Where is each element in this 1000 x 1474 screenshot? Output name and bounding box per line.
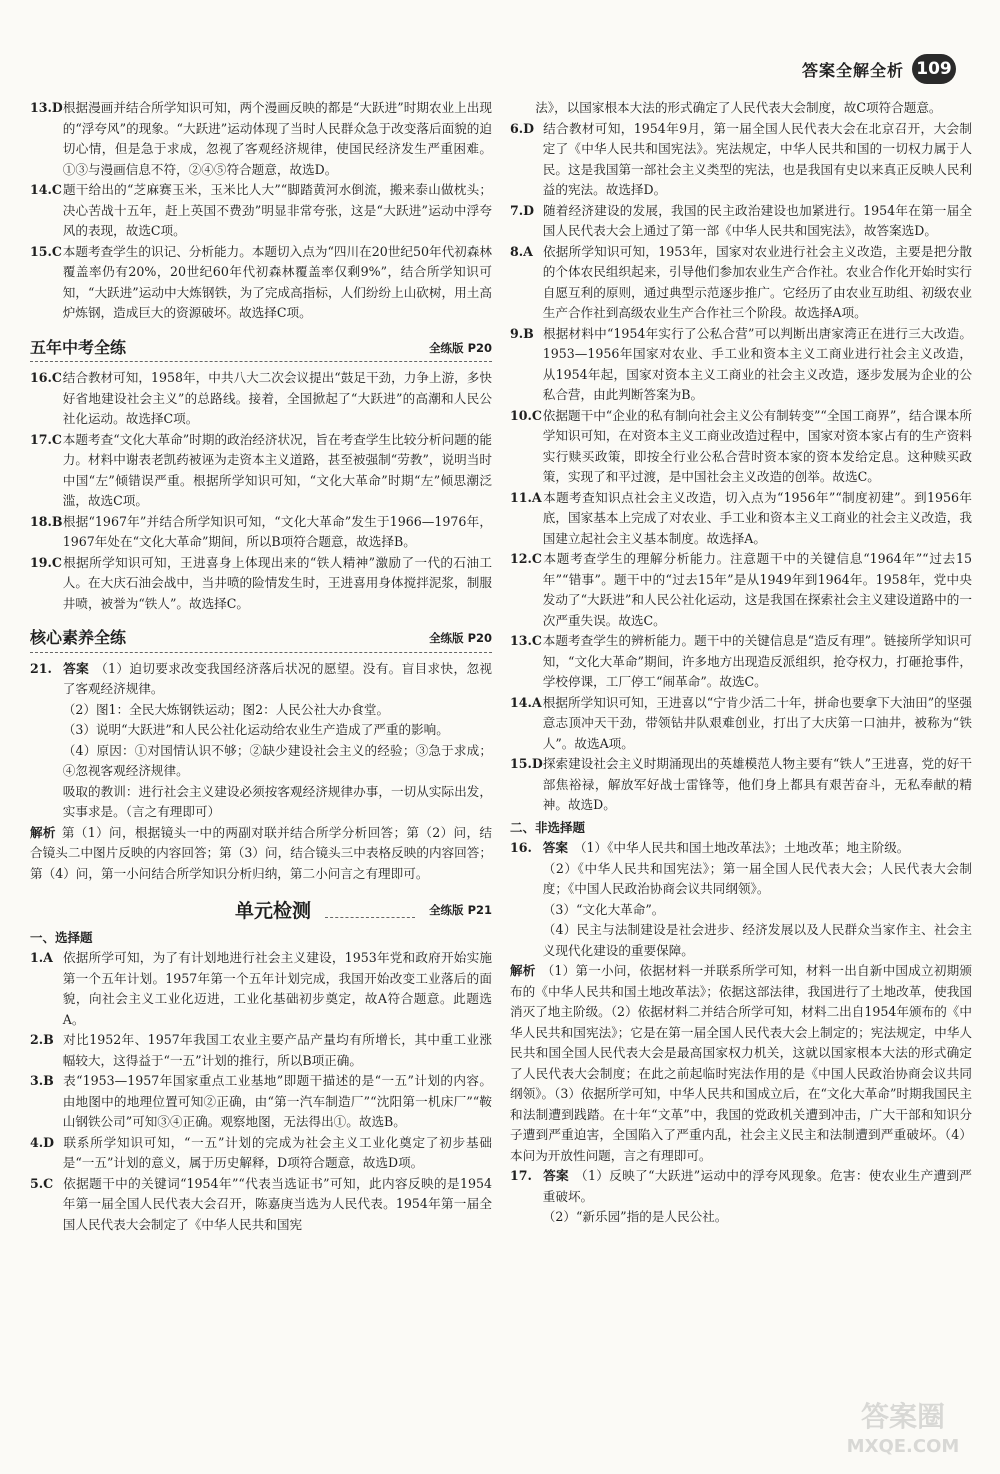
answer-number: 7.D bbox=[510, 202, 535, 218]
answer-explanation: 根据所学知识可知，王进喜身上体现出来的“铁人精神”激励了一代的石油工人。在大庆石油会战中，当井喷的险情发生时，王进喜用身体搅拌泥浆，制服井喷，被誉为“铁人”。故选择C。 bbox=[62, 554, 492, 611]
answer-item bbox=[510, 406, 972, 488]
answer-item bbox=[510, 488, 972, 550]
answer-label: 答案 bbox=[542, 1168, 569, 1183]
answer-number: 14.A bbox=[510, 694, 542, 710]
analysis-line bbox=[30, 823, 492, 885]
right-column bbox=[510, 98, 972, 1228]
answer-item bbox=[30, 98, 492, 180]
watermark-title: 答案圈 bbox=[860, 1400, 946, 1433]
answer-text: （4）民主与法制建设是社会进步、经济发展以及人民群众当家作主、社会主义现代化建设的重要保障。 bbox=[542, 922, 972, 958]
answer-number: 5.C bbox=[30, 1175, 54, 1191]
section-title: 核心素养全练 bbox=[30, 628, 127, 647]
answer-explanation: 依据所学可知，为了有计划地进行社会主义建设，1953年党和政府开始实施第一个五年计划。1957年第一个五年计划完成，我国开始改变工业落后的面貌，向社会主义工业化迈进，工业化基础初步奠定，故A符合题意。此题选A。 bbox=[62, 950, 492, 1027]
answer-item bbox=[510, 549, 972, 631]
answer-number: 1.A bbox=[30, 950, 53, 965]
answer-number: 15.D bbox=[510, 756, 543, 771]
subsection-heading: 二、非选择题 bbox=[510, 819, 586, 835]
left-column bbox=[30, 98, 492, 1235]
answer-explanation: 探索建设社会主义时期涌现出的英雄模范人物主要有“铁人”王进喜，党的好干部焦裕禄，解放军好战士雷锋等，他们身上都具有艰苦奋斗，无私奉献的精神。故选D。 bbox=[542, 756, 972, 812]
answer-text: （4）原因：①对国情认识不够；②缺少建设社会主义的经验；③急于求成；④忽视客观经济规律。 bbox=[62, 742, 492, 778]
unit-title: 单元检测 bbox=[235, 900, 312, 922]
answer-line bbox=[510, 1166, 972, 1207]
answer-block-16 bbox=[510, 838, 972, 1166]
answer-explanation: 随着经济建设的发展，我国的民主政治建设也加紧进行。1954年在第一届全国人民代表大会上通过了第一部《中华人民共和国宪法》，故答案选D。 bbox=[542, 202, 972, 238]
section-title: 五年中考全练 bbox=[30, 337, 127, 357]
answer-number: 8.A bbox=[510, 243, 533, 259]
answer-text: 吸取的教训：进行社会主义建设必须按客观经济规律办事，一切从实际出发，实事求是。（言之有理即可） bbox=[62, 783, 492, 819]
answer-block-21 bbox=[30, 659, 492, 885]
answer-number: 4.D bbox=[30, 1134, 55, 1150]
answer-line bbox=[510, 838, 972, 859]
unit-ref: 全练版 P21 bbox=[429, 903, 492, 917]
question-number: 17. bbox=[510, 1168, 532, 1183]
continued-text: 法》，以国家根本大法的形式确定了人民代表大会制度，故C项符合题意。 bbox=[535, 100, 942, 115]
section-ref: 全练版 P20 bbox=[429, 340, 492, 355]
answer-item bbox=[30, 512, 492, 553]
answer-number: 18.B bbox=[30, 513, 63, 529]
answer-item bbox=[30, 1030, 492, 1071]
answer-explanation: 题干给出的“芝麻赛玉米，玉米比人大”“脚踏黄河水倒流，搬来泰山做枕头；决心苦战十五年，赶上英国不费劲”明显非常夸张，这是“大跃进”运动中浮夸风的表现，故选C项。 bbox=[62, 182, 492, 238]
answer-text: （3）说明“大跃进”和人民公社化运动给农业生产造成了严重的影响。 bbox=[62, 722, 449, 737]
answer-item bbox=[510, 693, 972, 755]
analysis-label: 解析 bbox=[510, 963, 536, 978]
answer-explanation: 依据所学知识可知，1953年，国家对农业进行社会主义改造，主要是把分散的个体农民组织起来，引导他们参加农业生产合作社。农业合作化开始时实行自愿互利的原则，通过典型示范逐步推广。它经历了由农业互助组、初级农业生产合作社到高级农业生产合作社三个阶段。故选择A项。 bbox=[542, 243, 972, 320]
answer-text: （2）《中华人民共和国宪法》；第一届全国人民代表大会；人民代表大会制度；《中国人民政治协商会议共同纲领》。 bbox=[542, 860, 972, 896]
answer-number: 14.C bbox=[30, 182, 62, 197]
question-number: 16. bbox=[510, 840, 532, 855]
answer-item bbox=[510, 324, 972, 406]
section-ref: 全练版 P20 bbox=[429, 631, 492, 645]
answer-text: （2）“新乐园”指的是人民公社。 bbox=[542, 1209, 728, 1224]
subsection-heading: 一、选择题 bbox=[30, 929, 93, 945]
analysis-text: （1）第一小问，依据材料一并联系所学可知，材料一出自新中国成立初期颁布的《中华人民共和国土地改革法》；依据这部法律，我国进行了土地改革，使我国消灭了地主阶级。（2）依据材料二并结合所学可知，材料二出自1954年颁布的《中华人民共和国宪法》；它是在第一届全国人民代表大会上制定的；宪法规定，中华人民共和国全国人民代表大会是最高国家权力机关，这就以国家根本大法的形式确定了人民代表大会制度；在此之前起临时宪法作用的是《中国人民政治协商会议共同纲领》。（3）依据所学可知，中华人民共和国成立后，在“文化大革命”时期我国民主和法制遭到践踏。在十年“文革”中，我国的党政机关遭到冲击，广大干部和知识分子遭到严重迫害，全国陷入了严重内乱，社会主义民主和法制遭到严重破坏。（4）本问为开放性问题，言之有理即可。 bbox=[510, 963, 973, 1163]
answer-item bbox=[30, 430, 492, 512]
answer-number: 13.C bbox=[510, 633, 542, 648]
dotted-leader bbox=[325, 917, 415, 918]
answer-explanation: 根据材料中“1954年实行了公私合营”可以判断出唐家湾正在进行三大改造。1953—1956年国家对农业、手工业和资本主义工商业进行社会主义改造，从1954年起，国家对资本主义工商业的社会主义改造，逐步发展为企业的公私合营，由此判断答案为B。 bbox=[542, 325, 972, 402]
answer-item bbox=[510, 242, 972, 324]
analysis-text: 第（1）问，根据镜头一中的两副对联并结合所学分析回答；第（2）问，结合镜头二中图片反映的内容回答；第（3）问，结合镜头三中表格反映的内容回答；第（4）问，第一小问结合所学知识分析归纳，第二小问言之有理即可。 bbox=[30, 824, 493, 881]
answer-number: 16.C bbox=[30, 370, 62, 385]
answer-text: （3）“文化大革命”。 bbox=[542, 901, 665, 917]
answer-explanation: 根据所学知识可知，王进喜以“宁肯少活二十年，拼命也要拿下大油田”的坚强意志顶冲天干劲，带领钻井队艰难创业，打出了大庆第一口油井，被称为“铁人”。故选A项。 bbox=[542, 694, 972, 751]
answer-explanation: 本题考查知识点社会主义改造，切入点为“1956年”“制度初建”。到1956年底，国家基本上完成了对农业、手工业和资本主义工商业的社会主义改造，我国建立起社会主义基本制度。故选择A。 bbox=[542, 489, 972, 546]
answer-item bbox=[30, 553, 492, 615]
answer-item bbox=[510, 754, 972, 816]
answer-number: 15.C bbox=[30, 243, 62, 259]
page-number: 109 bbox=[912, 54, 956, 84]
header-title: 答案全解全析 bbox=[801, 60, 904, 80]
answer-item bbox=[510, 201, 972, 242]
watermark-domain: MXQE.COM bbox=[846, 1436, 960, 1457]
answer-text: （1）迫切要求改变我国经济落后状况的愿望。没有。盲目求快，忽视了客观经济规律。 bbox=[62, 660, 493, 696]
answer-label: 答案 bbox=[542, 840, 568, 855]
answer-label: 答案 bbox=[62, 660, 90, 676]
unit-test-header bbox=[30, 900, 492, 924]
answer-explanation: 本题考查学生的辨析能力。题干中的关键信息是“造反有理”。链接所学知识可知，“文化大革命”期间，许多地方出现造反派组织，抢夺权力，打砸抢事件，学校停课，工厂停工“闹革命”。故选C。 bbox=[542, 633, 972, 689]
answer-explanation: 结合教材可知，1954年9月，第一届全国人民代表大会在北京召开，大会制定了《中华人民共和国宪法》。宪法规定，中华人民共和国的一切权力属于人民。这是我国第一部社会主义类型的宪法，也是我国有史以来真正反映人民利益的宪法。故选择D。 bbox=[542, 120, 972, 197]
answer-number: 12.C bbox=[510, 551, 542, 566]
answer-number: 6.D bbox=[510, 120, 535, 136]
answer-item bbox=[510, 119, 972, 201]
answer-line bbox=[30, 659, 492, 700]
question-number: 21. bbox=[30, 660, 52, 676]
section-header-five-year bbox=[30, 338, 492, 363]
answer-explanation: 本题考查学生的识记、分析能力。本题切入点为“四川在20世纪50年代初森林覆盖率仍有20%，20世纪60年代初森林覆盖率仅剩9%”，结合所学知识可知，“大跃进”运动中大炼钢铁，为了完成高指标，人们纷纷上山砍树，用土高炉炼钢，造成巨大的资源破坏。故选择C项。 bbox=[62, 243, 492, 320]
answer-item bbox=[30, 368, 492, 430]
answer-number: 10.C bbox=[510, 407, 542, 423]
answer-explanation: 联系所学知识可知，“一五”计划的完成为社会主义工业化奠定了初步基础是“一五”计划的意义，属于历史解释，D项符合题意，故选D项。 bbox=[62, 1134, 492, 1170]
answer-number: 9.B bbox=[510, 325, 534, 341]
answer-item bbox=[30, 948, 492, 1030]
section-header-core bbox=[30, 628, 492, 653]
answer-explanation: 本题考查学生的理解分析能力。注意题干中的关键信息“1964年”“过去15年”“错事”。题干中的“过去15年”是从1949年到1964年。1958年，党中央发动了“大跃进”和人民公社化运动，这是我国在探索社会主义建设道路中的一次严重失误。故选C。 bbox=[542, 551, 972, 628]
answer-explanation: 依据题干中的关键词“1954年”“代表当选证书”可知，此内容反映的是1954年第一届全国人民代表大会召开，陈嘉庚当选为人民代表。1954年第一届全国人民代表大会制定了《中华人民共和国宪 bbox=[62, 1175, 492, 1232]
answer-explanation: 本题考查“文化大革命”时期的政治经济状况，旨在考查学生比较分析问题的能力。材料中谢表老凯药被诬为走资本主义道路，甚至被强制“劳教”，说明当时中国“左”倾错误严重。根据所学知识可知，“文化大革命”时期“左”倾思潮泛滥，故选C项。 bbox=[62, 431, 492, 508]
answer-item bbox=[30, 180, 492, 242]
analysis-line bbox=[510, 961, 972, 1166]
page-header bbox=[802, 52, 956, 86]
answer-number: 19.C bbox=[30, 554, 62, 570]
answer-item bbox=[510, 631, 972, 693]
answer-explanation: 根据漫画并结合所学知识可知，两个漫画反映的都是“大跃进”时期农业上出现的“浮夸风”的现象。“大跃进”运动体现了当时人民群众急于改变落后面貌的迫切心情，但是急于求成，忽视了客观经济规律，使国民经济发生严重困难。①③与漫画信息不符，②④⑤符合题意，故选D。 bbox=[62, 100, 492, 177]
watermark-logo bbox=[828, 1390, 978, 1460]
answer-text: （2）图1：全民大炼钢铁运动；图2：人民公社大办食堂。 bbox=[62, 701, 390, 717]
answer-text: （1）《中华人民共和国土地改革法》；土地改革；地主阶级。 bbox=[573, 840, 910, 855]
answer-number: 2.B bbox=[30, 1032, 54, 1047]
answer-number: 11.A bbox=[510, 489, 542, 505]
answer-item bbox=[30, 1071, 492, 1133]
answer-explanation: 表“1953—1957年国家重点工业基地”即题干描述的是“一五”计划的内容。由地图中的地理位置可知②正确，由“第一汽车制造厂”“沈阳第一机床厂”“鞍山钢铁公司”可知③④正确。观察地图，无法得出①。故选B。 bbox=[62, 1073, 492, 1129]
answer-text: （1）反映了“大跃进”运动中的浮夸风现象。危害：使农业生产遭到严重破坏。 bbox=[542, 1168, 973, 1204]
answer-number: 13.D bbox=[30, 100, 63, 115]
answer-explanation: 根据“1967年”并结合所学知识可知，“文化大革命”发生于1966—1976年，1967年处在“文化大革命”期间，所以B项符合题意，故选择B。 bbox=[62, 513, 492, 549]
answer-explanation: 对比1952年、1957年我国工农业主要产品产量均有所增长，其中重工业涨幅较大，这得益于“一五”计划的推行，所以B项正确。 bbox=[62, 1032, 492, 1068]
answer-explanation: 依据题干中“企业的私有制向社会主义公有制转变”“全国工商界”，结合课本所学知识可知，在对资本主义工商业改造过程中，国家对资本家占有的生产资料实行赎买政策，即按全行业公私合营时资本家的资本发给定息。这种赎买政策，实现了和平过渡，是中国社会主义改造的创举。故选C。 bbox=[542, 407, 972, 484]
answer-block-17 bbox=[510, 1166, 972, 1228]
answer-item bbox=[30, 1133, 492, 1174]
answer-number: 3.B bbox=[30, 1073, 54, 1088]
answer-item bbox=[30, 242, 492, 324]
analysis-label: 解析 bbox=[30, 824, 56, 840]
answer-number: 17.C bbox=[30, 431, 62, 447]
answer-explanation: 结合教材可知，1958年，中共八大二次会议提出“鼓足干劲，力争上游，多快好省地建设社会主义”的总路线。接着，全国掀起了“大跃进”的高潮和人民公社化运动。故选择C项。 bbox=[62, 370, 492, 426]
answer-item bbox=[30, 1174, 492, 1236]
